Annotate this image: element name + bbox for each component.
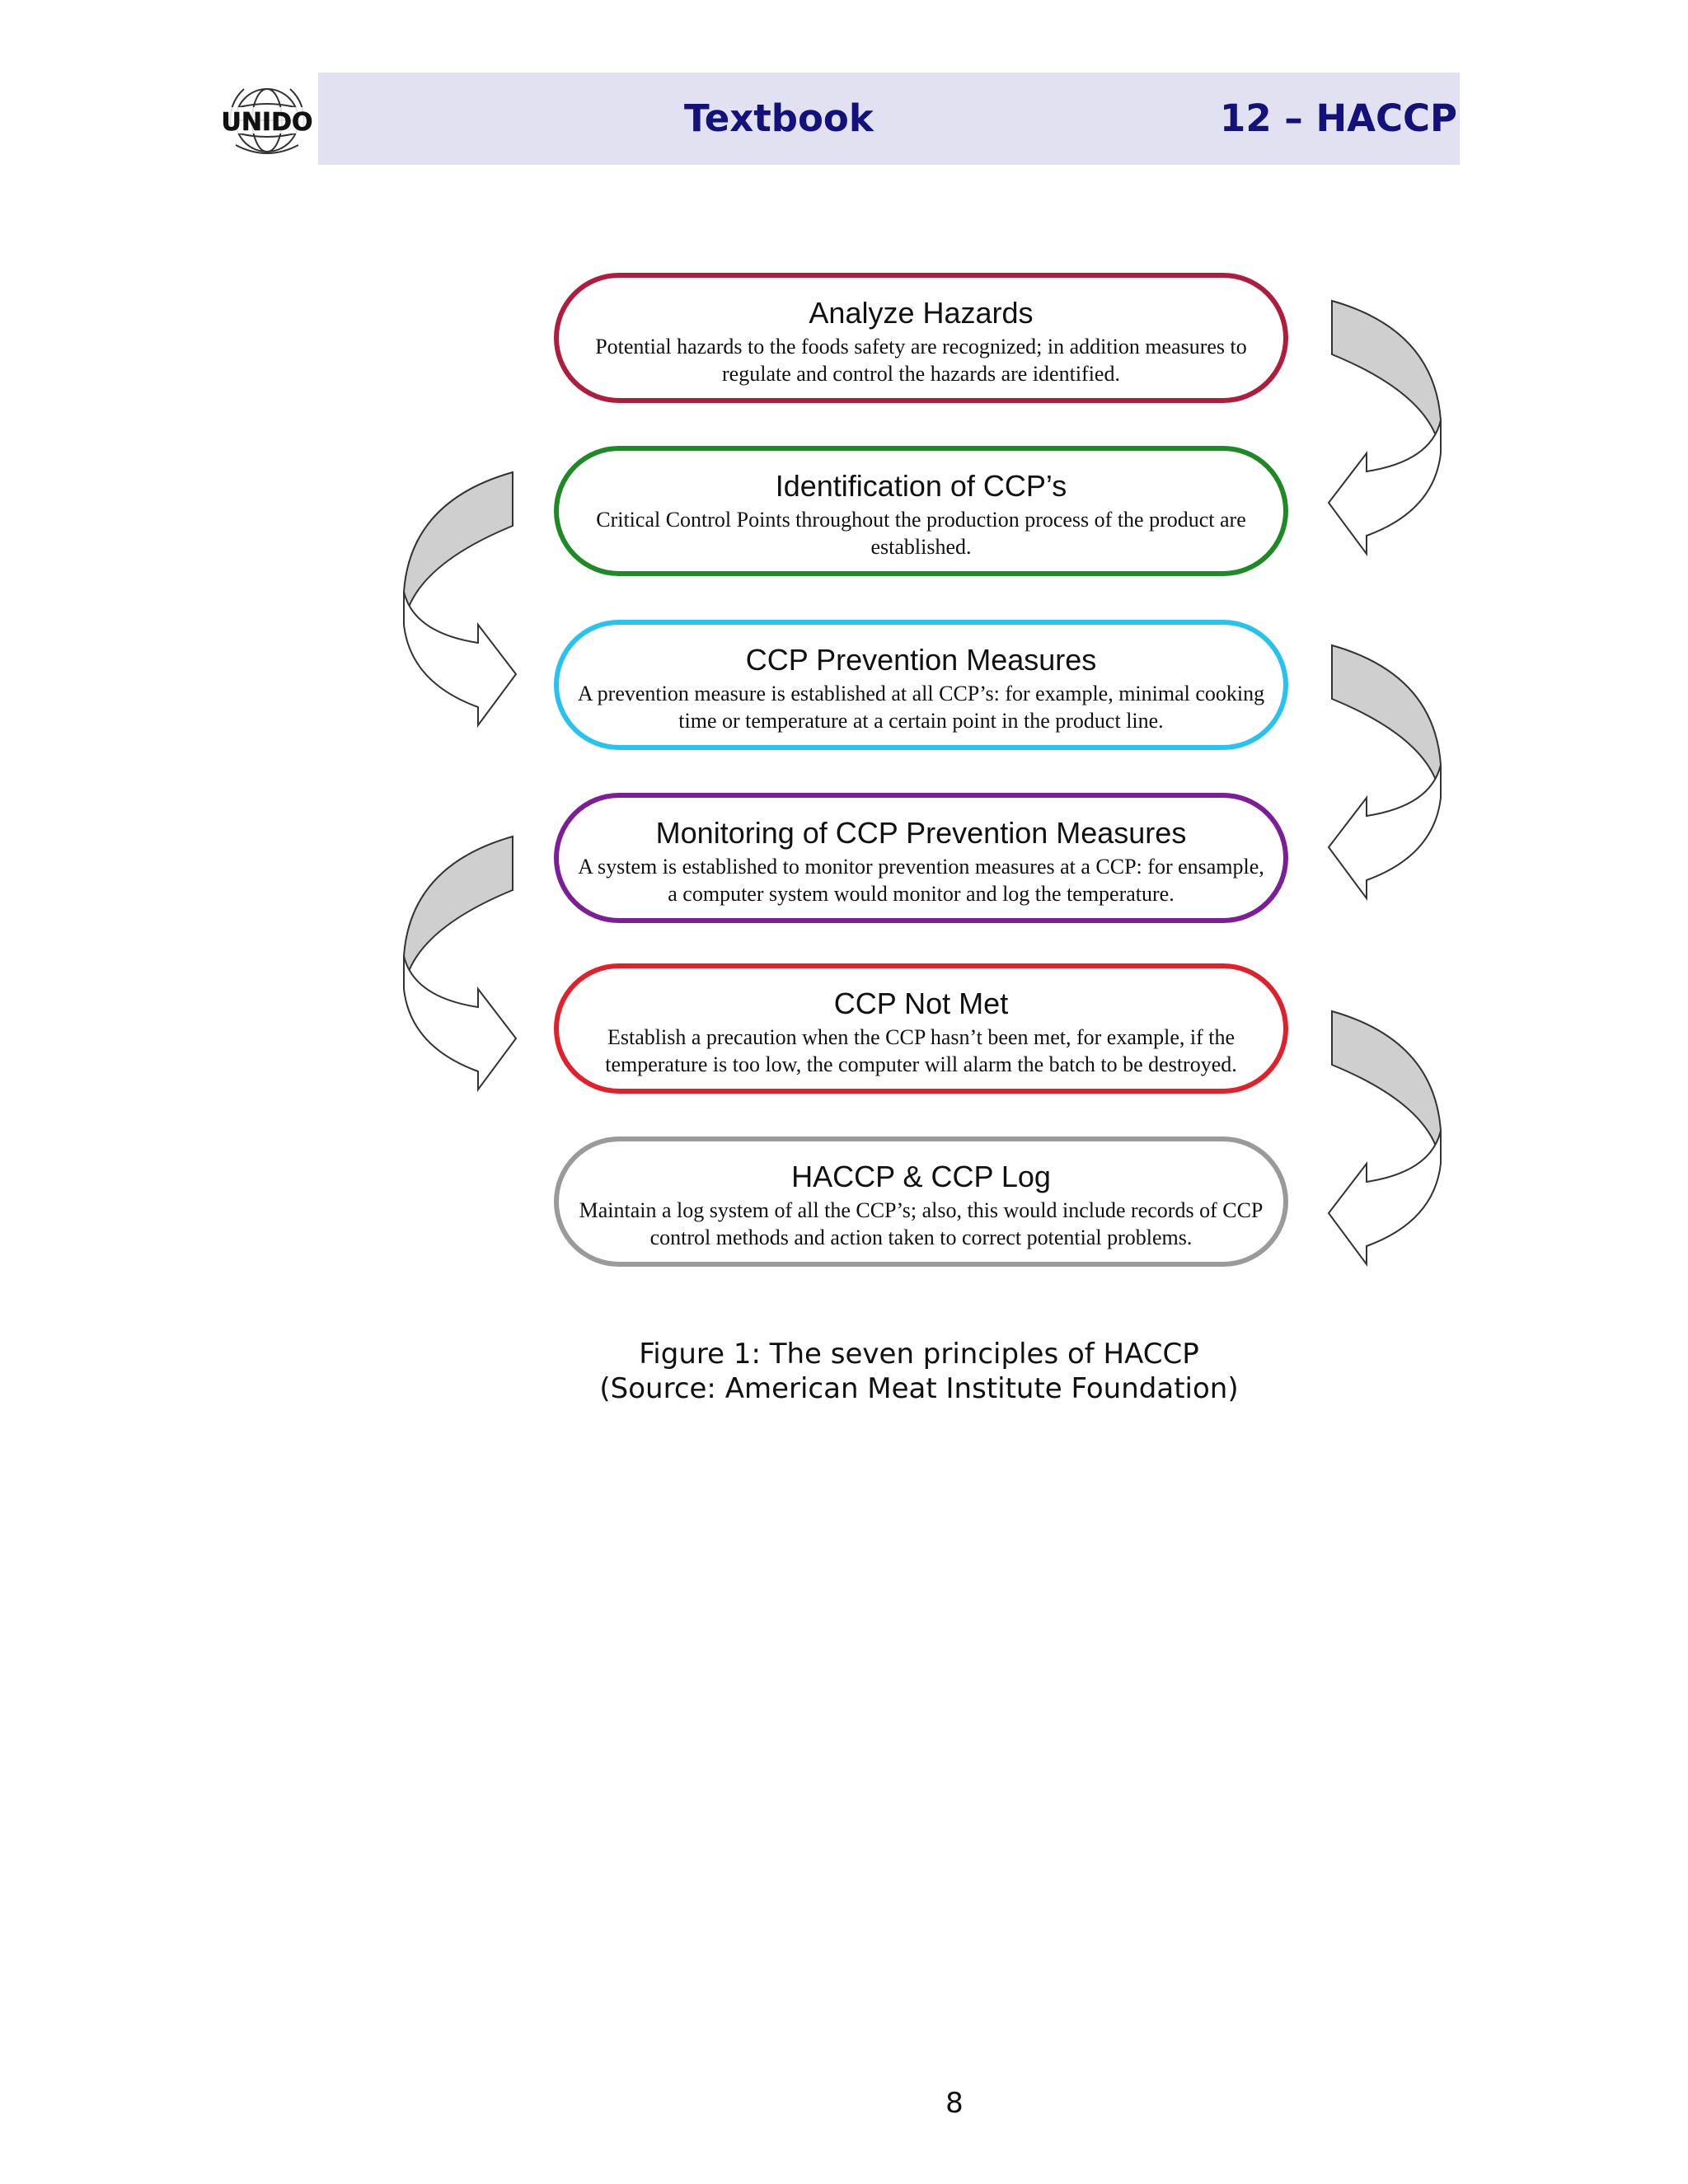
step-title: Analyze Hazards [809, 296, 1034, 330]
step-monitoring-of-ccp-prevention-measures [554, 793, 1288, 923]
step-description: Establish a precaution when the CCP hasn’t been met, for example, if the temperature is too low, the computer will alarm the batch to be destroyed. [605, 1025, 1237, 1076]
step-identification-of-ccps [554, 446, 1288, 576]
unido-logo [219, 79, 315, 162]
curved-arrow-left-2-icon [394, 832, 526, 1096]
figure-caption-line-1: Figure 1: The seven principles of HACCP [639, 1338, 1199, 1371]
header-chapter: 12 – HACCP [1220, 96, 1457, 140]
step-analyze-hazards [554, 273, 1288, 403]
step-description: Critical Control Points throughout the production process of the product are established. [596, 508, 1246, 559]
curved-arrow-left-1-icon [394, 468, 526, 732]
figure-caption-line-2: (Source: American Meat Institute Foundation) [599, 1372, 1239, 1405]
step-title: Monitoring of CCP Prevention Measures [655, 816, 1187, 850]
step-title: CCP Prevention Measures [745, 643, 1097, 677]
step-title: Identification of CCP’s [775, 469, 1067, 503]
curved-arrow-right-1-icon [1319, 297, 1451, 560]
step-description: Potential hazards to the foods safety are recognized; in addition measures to regulate and control the hazards are identified. [595, 335, 1247, 386]
curved-arrow-right-3-icon [1319, 1007, 1451, 1271]
curved-arrow-right-2-icon [1319, 641, 1451, 905]
page-number: 8 [945, 2087, 964, 2120]
step-ccp-prevention-measures [554, 620, 1288, 750]
header-title: Textbook [684, 96, 874, 140]
step-description: A system is established to monitor prevention measures at a CCP: for ensample, a computer system would monitor and log the temperature. [578, 855, 1264, 906]
step-title: CCP Not Met [833, 987, 1009, 1020]
step-title: HACCP & CCP Log [791, 1160, 1051, 1193]
step-ccp-not-met [554, 963, 1288, 1094]
step-description: A prevention measure is established at all CCP’s: for example, minimal cooking time or temperature at a certain point in the product line. [577, 682, 1265, 733]
step-description: Maintain a log system of all the CCP’s; also, this would include records of CCP control methods and action taken to correct potential problems. [579, 1198, 1264, 1249]
step-haccp-ccp-log [554, 1137, 1288, 1267]
logo-text: UNIDO [221, 108, 313, 137]
